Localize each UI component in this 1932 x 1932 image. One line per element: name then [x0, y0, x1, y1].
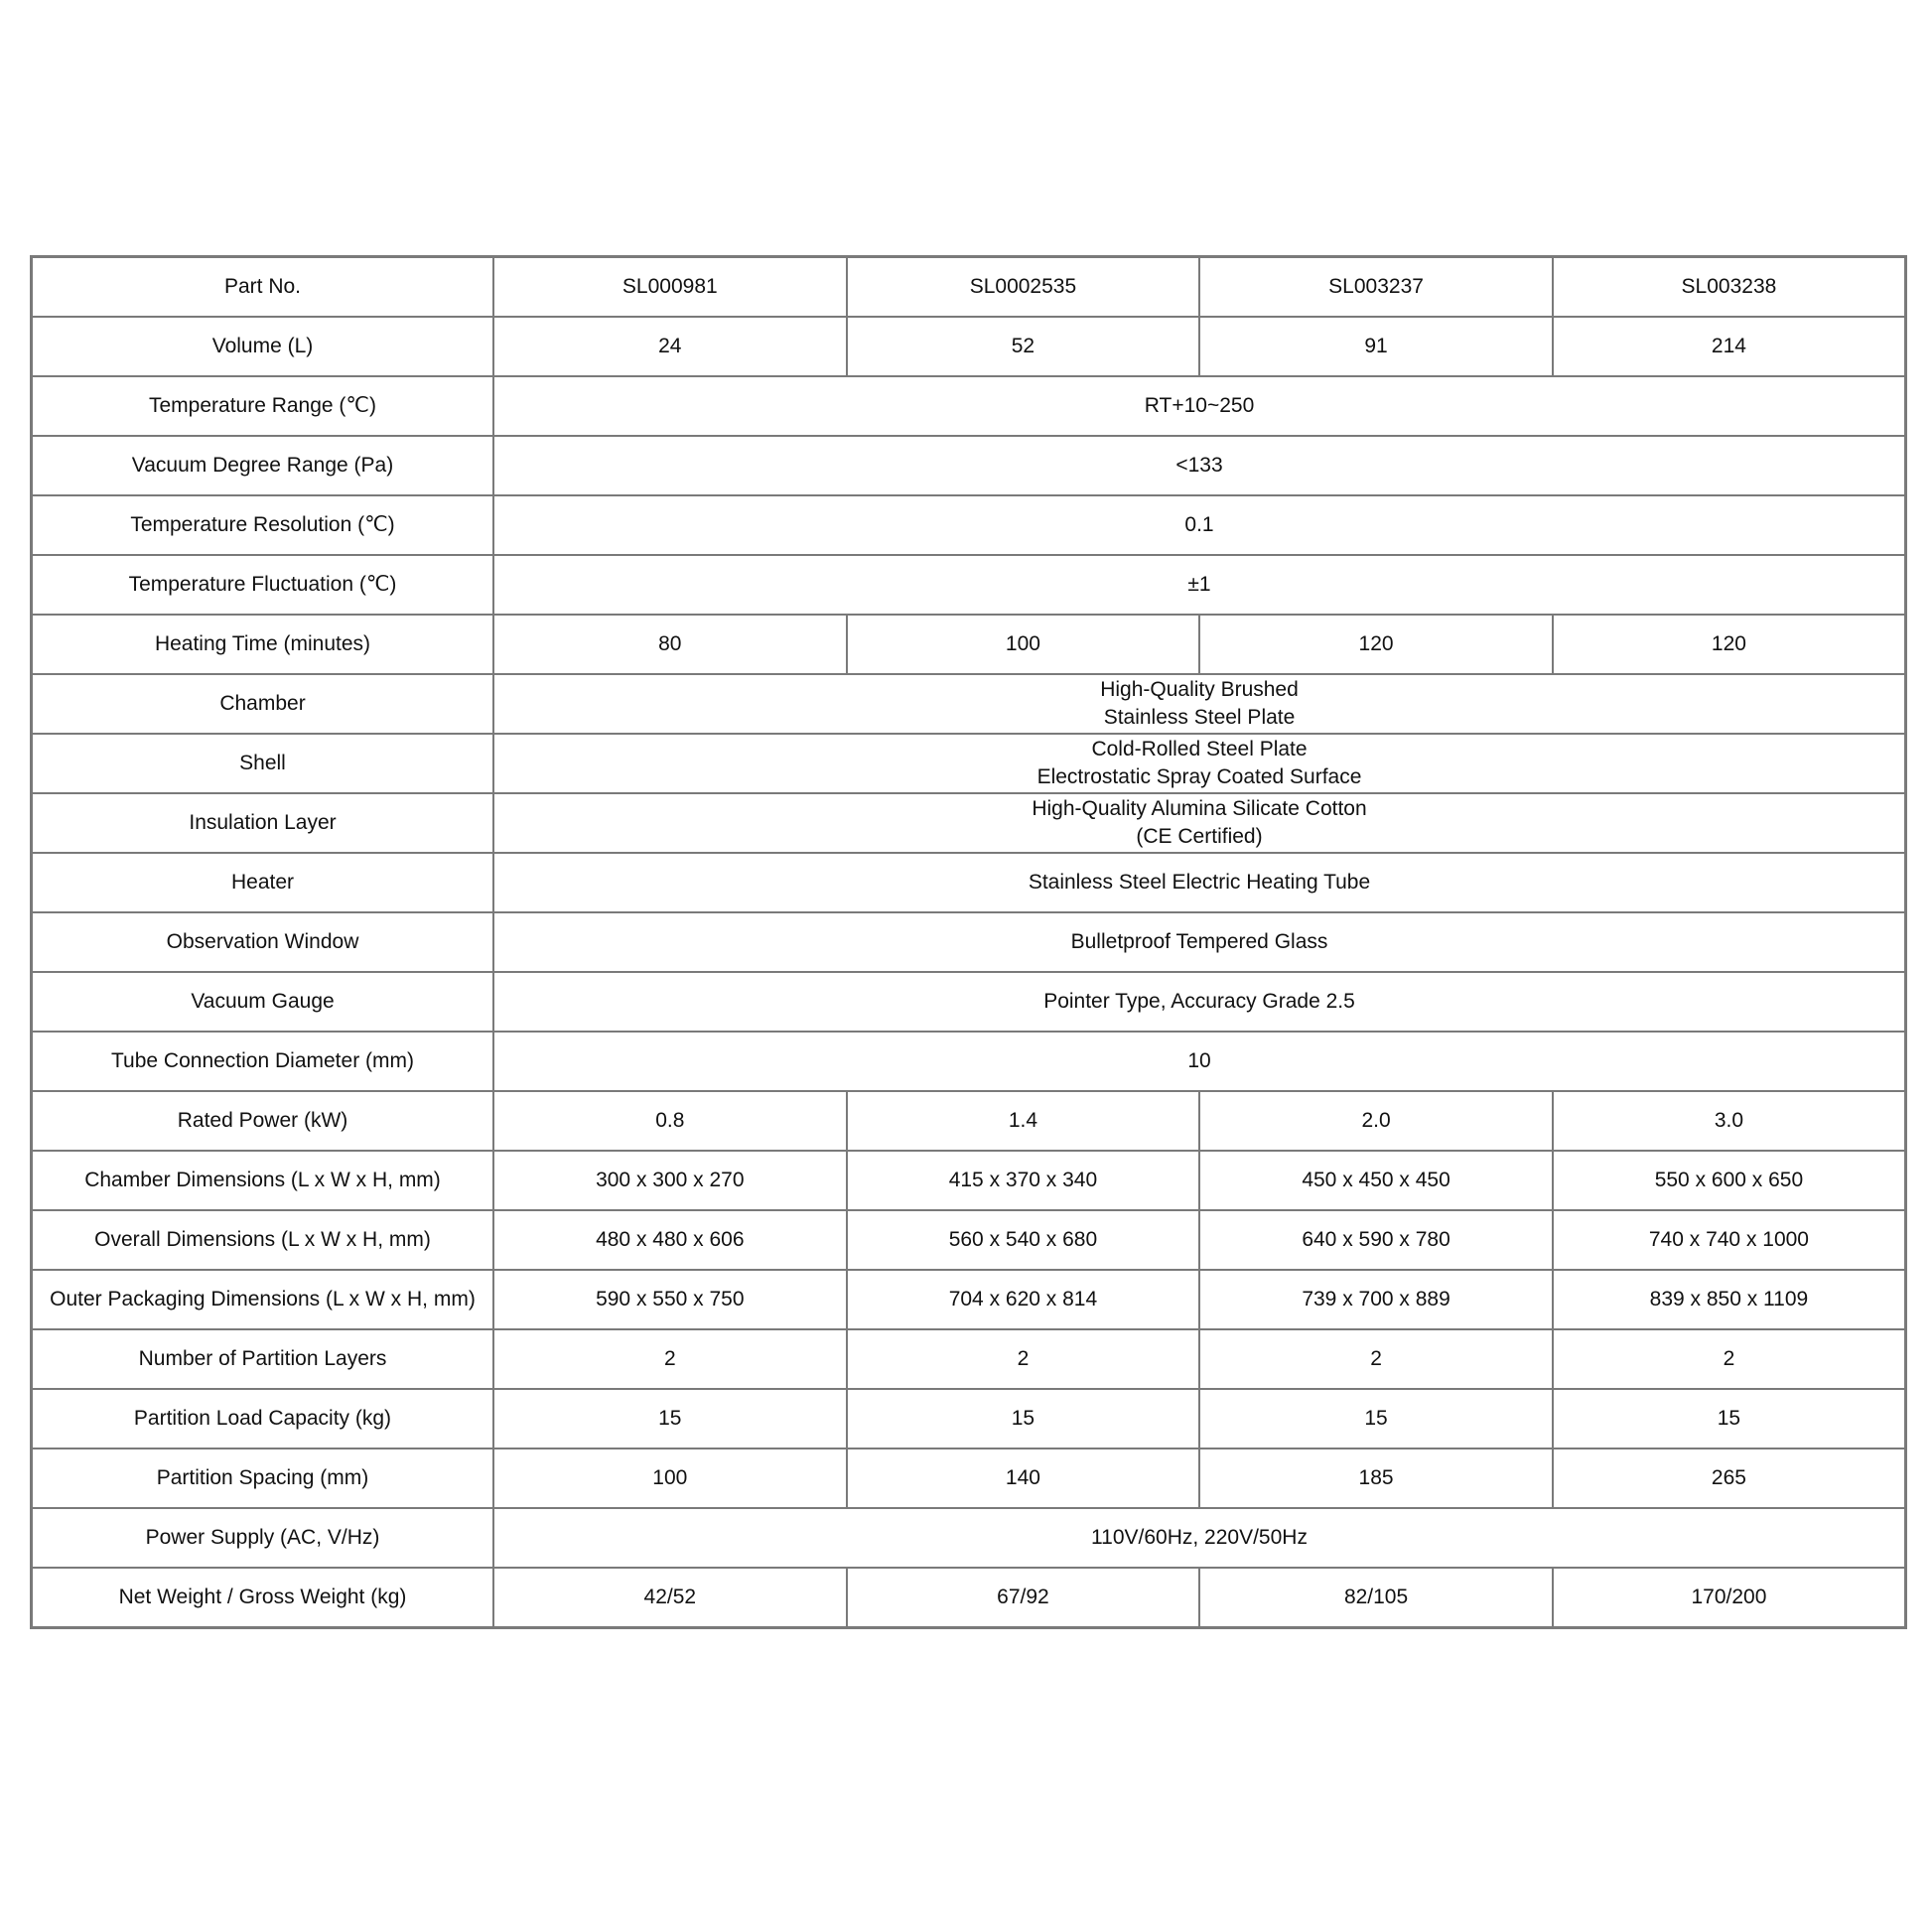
table-row: [32, 1449, 1906, 1508]
cell-text-line: Cold-Rolled Steel Plate: [1091, 738, 1308, 760]
value-cell: 100: [847, 615, 1200, 674]
cell-text-line: 110V/60Hz, 220V/50Hz: [1091, 1526, 1308, 1549]
value-cell: 450 x 450 x 450: [1199, 1151, 1553, 1210]
value-cell: 740 x 740 x 1000: [1553, 1210, 1906, 1270]
value-cell: 15: [1553, 1389, 1906, 1449]
value-cell: 0.8: [493, 1091, 847, 1151]
table-row: [32, 1568, 1906, 1628]
value-cell: 2: [1199, 1329, 1553, 1389]
cell-text-line: High-Quality Alumina Silicate Cotton: [1032, 797, 1367, 820]
value-cell: 839 x 850 x 1109: [1553, 1270, 1906, 1329]
value-cell: 82/105: [1199, 1568, 1553, 1628]
cell-text-line: RT+10~250: [1144, 394, 1255, 417]
value-cell: 80: [493, 615, 847, 674]
cell-text-line: 10: [1187, 1049, 1211, 1072]
merged-value-cell: [493, 853, 1906, 912]
row-label: Vacuum Degree Range (Pa): [32, 436, 494, 495]
value-cell: 185: [1199, 1449, 1553, 1508]
cell-text-line: 0.1: [1184, 513, 1214, 536]
value-cell: 704 x 620 x 814: [847, 1270, 1200, 1329]
row-label: Rated Power (kW): [32, 1091, 494, 1151]
value-cell: 550 x 600 x 650: [1553, 1151, 1906, 1210]
value-cell: 67/92: [847, 1568, 1200, 1628]
part-no-cell: SL003237: [1199, 257, 1553, 318]
row-label: Net Weight / Gross Weight (kg): [32, 1568, 494, 1628]
table-row: [32, 1329, 1906, 1389]
table-row: [32, 495, 1906, 555]
table-row: [32, 853, 1906, 912]
cell-text-line: Stainless Steel Electric Heating Tube: [1028, 871, 1371, 894]
row-label: Chamber: [32, 674, 494, 734]
table-header-row: [32, 257, 1906, 318]
spec-table: [30, 255, 1907, 1629]
cell-text-line: High-Quality Brushed: [1100, 678, 1299, 701]
table-row: [32, 376, 1906, 436]
cell-text-line: (CE Certified): [1136, 825, 1263, 848]
value-cell: 42/52: [493, 1568, 847, 1628]
row-label: Temperature Range (℃): [32, 376, 494, 436]
cell-text-line: ±1: [1187, 573, 1211, 596]
merged-value-cell: [493, 674, 1906, 734]
table-row: [32, 1270, 1906, 1329]
row-label: Temperature Fluctuation (℃): [32, 555, 494, 615]
row-label: Heater: [32, 853, 494, 912]
part-no-cell: SL000981: [493, 257, 847, 318]
table-row: [32, 674, 1906, 734]
table-row: [32, 1389, 1906, 1449]
table-row: [32, 734, 1906, 793]
value-cell: 480 x 480 x 606: [493, 1210, 847, 1270]
row-label: Insulation Layer: [32, 793, 494, 853]
row-label: Partition Load Capacity (kg): [32, 1389, 494, 1449]
row-label: Number of Partition Layers: [32, 1329, 494, 1389]
merged-value-cell: [493, 912, 1906, 972]
table-row: [32, 436, 1906, 495]
table-row: [32, 1091, 1906, 1151]
table-row: [32, 972, 1906, 1032]
value-cell: 415 x 370 x 340: [847, 1151, 1200, 1210]
part-no-cell: SL003238: [1553, 257, 1906, 318]
row-label: Observation Window: [32, 912, 494, 972]
merged-value-cell: [493, 1508, 1906, 1568]
value-cell: 140: [847, 1449, 1200, 1508]
value-cell: 24: [493, 317, 847, 376]
cell-text-line: Stainless Steel Plate: [1103, 706, 1296, 729]
merged-value-cell: [493, 734, 1906, 793]
table-row: [32, 1151, 1906, 1210]
value-cell: 120: [1553, 615, 1906, 674]
row-label: Heating Time (minutes): [32, 615, 494, 674]
value-cell: 560 x 540 x 680: [847, 1210, 1200, 1270]
value-cell: 91: [1199, 317, 1553, 376]
value-cell: 214: [1553, 317, 1906, 376]
cell-text-line: Electrostatic Spray Coated Surface: [1036, 765, 1362, 788]
value-cell: 590 x 550 x 750: [493, 1270, 847, 1329]
cell-text-line: Pointer Type, Accuracy Grade 2.5: [1043, 990, 1355, 1013]
row-label: Temperature Resolution (℃): [32, 495, 494, 555]
table-row: [32, 317, 1906, 376]
row-label: Partition Spacing (mm): [32, 1449, 494, 1508]
merged-value-cell: [493, 495, 1906, 555]
merged-value-cell: [493, 793, 1906, 853]
value-cell: 120: [1199, 615, 1553, 674]
value-cell: 100: [493, 1449, 847, 1508]
value-cell: 15: [1199, 1389, 1553, 1449]
value-cell: 300 x 300 x 270: [493, 1151, 847, 1210]
table-row: [32, 1210, 1906, 1270]
value-cell: 52: [847, 317, 1200, 376]
merged-value-cell: [493, 972, 1906, 1032]
row-label: Tube Connection Diameter (mm): [32, 1032, 494, 1091]
row-label: Chamber Dimensions (L x W x H, mm): [32, 1151, 494, 1210]
value-cell: 15: [847, 1389, 1200, 1449]
value-cell: 2: [1553, 1329, 1906, 1389]
value-cell: 3.0: [1553, 1091, 1906, 1151]
value-cell: 2: [493, 1329, 847, 1389]
cell-text-line: <133: [1175, 454, 1223, 477]
value-cell: 640 x 590 x 780: [1199, 1210, 1553, 1270]
row-label: Outer Packaging Dimensions (L x W x H, mm): [32, 1270, 494, 1329]
table-row: [32, 1032, 1906, 1091]
merged-value-cell: [493, 376, 1906, 436]
cell-text-line: Bulletproof Tempered Glass: [1070, 930, 1328, 953]
row-label: Volume (L): [32, 317, 494, 376]
merged-value-cell: [493, 555, 1906, 615]
merged-value-cell: [493, 1032, 1906, 1091]
value-cell: 2.0: [1199, 1091, 1553, 1151]
row-label: Overall Dimensions (L x W x H, mm): [32, 1210, 494, 1270]
value-cell: 739 x 700 x 889: [1199, 1270, 1553, 1329]
value-cell: 2: [847, 1329, 1200, 1389]
table-row: [32, 555, 1906, 615]
value-cell: 265: [1553, 1449, 1906, 1508]
part-no-cell: SL0002535: [847, 257, 1200, 318]
value-cell: 15: [493, 1389, 847, 1449]
value-cell: 170/200: [1553, 1568, 1906, 1628]
row-label: Power Supply (AC, V/Hz): [32, 1508, 494, 1568]
row-label: Vacuum Gauge: [32, 972, 494, 1032]
table-row: [32, 615, 1906, 674]
spec-table-body: [32, 257, 1906, 1628]
table-row: [32, 1508, 1906, 1568]
value-cell: 1.4: [847, 1091, 1200, 1151]
table-row: [32, 793, 1906, 853]
merged-value-cell: [493, 436, 1906, 495]
row-label: Shell: [32, 734, 494, 793]
part-no-label: Part No.: [32, 257, 494, 318]
table-row: [32, 912, 1906, 972]
